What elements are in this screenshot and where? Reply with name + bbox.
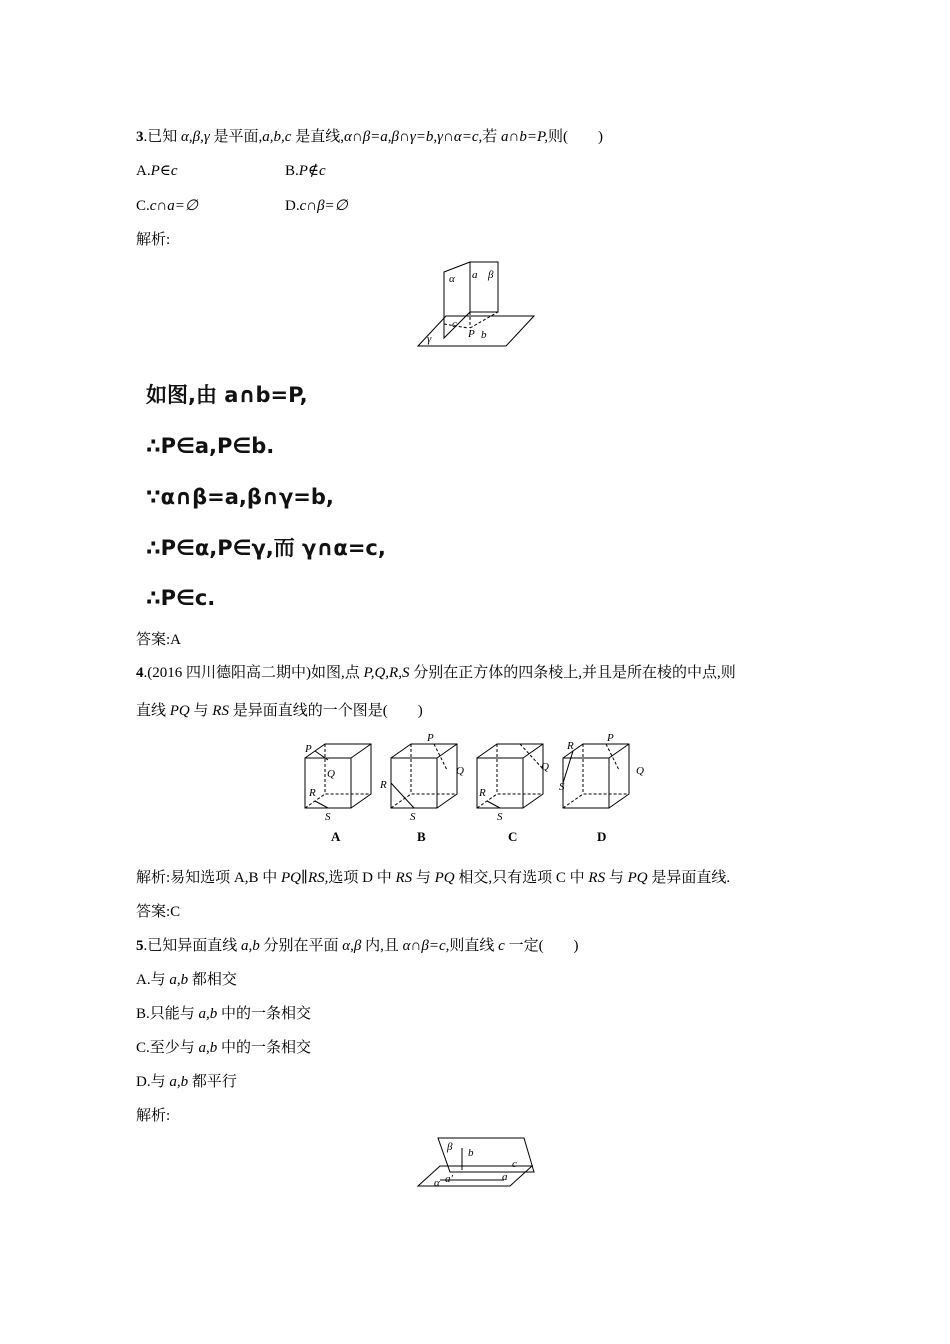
cube-d: [563, 744, 629, 808]
cube-b-S: S: [410, 811, 416, 823]
option-prefix: D.: [285, 198, 300, 214]
cube-b: [391, 744, 457, 808]
option-text: c∩β=∅: [299, 198, 348, 214]
cube-a-R: R: [309, 787, 316, 799]
q3-option-c: [136, 196, 198, 216]
option-text: C.至少与: [136, 1040, 199, 1056]
q3-conditions: α∩β=a,β∩γ=b,γ∩α=c,: [343, 129, 483, 145]
option-text: A.与: [136, 972, 170, 988]
q4-analysis-text: 相交,只有选项 C 中: [454, 870, 589, 886]
q5-option-d: [136, 1072, 237, 1092]
label-P: P: [468, 328, 475, 340]
q4-answer: 答案:C: [136, 904, 181, 920]
q4-analysis-text: 与: [412, 870, 435, 886]
q4-analysis-text: RS: [395, 870, 413, 886]
label-a: a: [472, 269, 478, 281]
q5-planes-figure: [414, 1134, 538, 1190]
option-text: a,b: [169, 1074, 189, 1090]
q4-analysis-text: 解析:易知选项 A,B 中: [136, 870, 282, 886]
q5-text: 内,且: [361, 938, 403, 954]
q4-rs: RS: [212, 703, 229, 719]
q3-solution-line-2: ∴P∈a,P∈b.: [146, 434, 275, 458]
gamma-plane: [418, 316, 534, 346]
q3-text: 若: [482, 129, 502, 145]
label-c: c: [512, 1158, 517, 1170]
q3-condition2: a∩b=P,: [501, 129, 548, 145]
option-text: P∈c: [150, 163, 178, 179]
q3-option-d: [285, 196, 348, 216]
q4-analysis-text: 与: [605, 870, 628, 886]
option-text: a,b: [198, 1040, 218, 1056]
q5-stem: [136, 936, 579, 956]
q3-lines: a,b,c: [262, 129, 292, 145]
q4-text: 分别在正方体的四条棱上,并且是所在棱的中点,则: [409, 665, 736, 681]
q5-option-c: [136, 1038, 311, 1058]
q4-analysis-text: PQ: [627, 870, 648, 886]
q5-number: 5: [136, 938, 144, 954]
cube-b-Q: Q: [456, 765, 464, 777]
q5-text: 一定( ): [504, 938, 579, 954]
cube-b-R: R: [380, 779, 387, 791]
cube-d-S: S: [559, 781, 565, 793]
cube-a-S: S: [325, 811, 331, 823]
label-alpha: α: [449, 273, 455, 285]
option-text: a,b: [198, 1006, 218, 1022]
option-text: B.只能与: [136, 1006, 199, 1022]
q3-solution-line-5: ∴P∈c.: [146, 586, 216, 610]
cube-a-Q: Q: [327, 768, 335, 780]
option-text: c∩a=∅: [149, 198, 198, 214]
q4-text: 直线: [136, 703, 170, 719]
option-text: 都相交: [188, 972, 237, 988]
option-prefix: C.: [136, 198, 150, 214]
q4-analysis-text: 选项 D 中: [328, 870, 396, 886]
q5-option-b: [136, 1004, 311, 1024]
cube-label-a: A: [331, 829, 341, 844]
q3-option-b: [285, 161, 326, 181]
q3-solution-line-1: 如图,由 a∩b=P,: [146, 383, 308, 407]
label-beta: β: [488, 269, 494, 281]
q3-solution-line-4: ∴P∈α,P∈γ,而 γ∩α=c,: [146, 536, 386, 560]
cube-a-P: P: [305, 743, 312, 755]
option-prefix: B.: [285, 163, 299, 179]
q3-option-a: [136, 161, 178, 181]
cube-c-S: S: [497, 811, 503, 823]
q4-stem-line-2: [136, 701, 423, 721]
cube-label-d: D: [597, 829, 607, 844]
option-text: 都平行: [188, 1074, 237, 1090]
cube-c-R: R: [479, 787, 486, 799]
q3-planes-figure: [410, 258, 540, 350]
q5-text: .已知异面直线: [143, 938, 242, 954]
option-text: a,b: [169, 972, 189, 988]
q3-text: 则( ): [547, 129, 603, 145]
option-prefix: A.: [136, 163, 151, 179]
cube-d-P: P: [607, 732, 614, 744]
q3-text: .已知: [143, 129, 182, 145]
label-alpha: α: [434, 1177, 440, 1189]
q3-number: 3: [136, 129, 144, 145]
label-a: a: [502, 1171, 508, 1183]
q3-text: 是平面,: [209, 129, 263, 145]
option-text: 中的一条相交: [217, 1040, 312, 1056]
q4-analysis-text: RS: [588, 870, 606, 886]
q5-c: c: [498, 938, 505, 954]
q4-text: .(2016 四川德阳高二期中)如图,点: [143, 665, 364, 681]
q4-text: 与: [189, 703, 213, 719]
cube-c-Q: Q: [541, 761, 549, 773]
label-b: b: [468, 1147, 474, 1159]
q3-analysis-label: 解析:: [136, 232, 171, 248]
q5-text: 分别在平面: [259, 938, 343, 954]
q3-stem: [136, 127, 603, 147]
q4-number: 4: [136, 665, 144, 681]
alpha-plane: [444, 262, 470, 338]
q4-text: 是异面直线的一个图是( ): [228, 703, 423, 719]
label-c: c: [452, 318, 457, 330]
q3-solution-line-3: ∵α∩β=a,β∩γ=b,: [146, 485, 334, 509]
option-text: 中的一条相交: [217, 1006, 312, 1022]
cube-c: [477, 744, 543, 808]
label-a-prime: a′: [445, 1173, 453, 1185]
q3-text: 是直线,: [291, 129, 344, 145]
label-beta: β: [447, 1141, 453, 1153]
option-text: P∉c: [298, 163, 326, 179]
label-b: b: [481, 329, 487, 341]
q4-analysis-text: PQ∥RS,: [281, 870, 329, 886]
q5-ab: a,b: [241, 938, 260, 954]
label-gamma: γ: [427, 333, 432, 345]
q3-answer: 答案:A: [136, 632, 182, 648]
cube-d-R: R: [567, 740, 574, 752]
cube-d-Q: Q: [636, 765, 644, 777]
q5-option-a: [136, 970, 237, 990]
q5-analysis-label: 解析:: [136, 1108, 171, 1124]
q5-planes: α,β: [342, 938, 362, 954]
q4-stem-line-1: [136, 663, 736, 683]
q4-points: P,Q,R,S: [363, 665, 410, 681]
q4-analysis-text: 是异面直线.: [647, 870, 731, 886]
cube-b-P: P: [427, 732, 434, 744]
q4-cubes-figure: [295, 730, 655, 848]
q4-analysis-text: PQ: [434, 870, 455, 886]
q5-text: 则直线: [449, 938, 499, 954]
cube-label-c: C: [508, 829, 518, 844]
q3-planes: α,β,γ: [181, 129, 210, 145]
q5-condition: α∩β=c,: [402, 938, 450, 954]
q4-analysis: [136, 868, 730, 888]
option-text: D.与: [136, 1074, 170, 1090]
cube-label-b: B: [417, 829, 426, 844]
q4-pq: PQ: [169, 703, 190, 719]
